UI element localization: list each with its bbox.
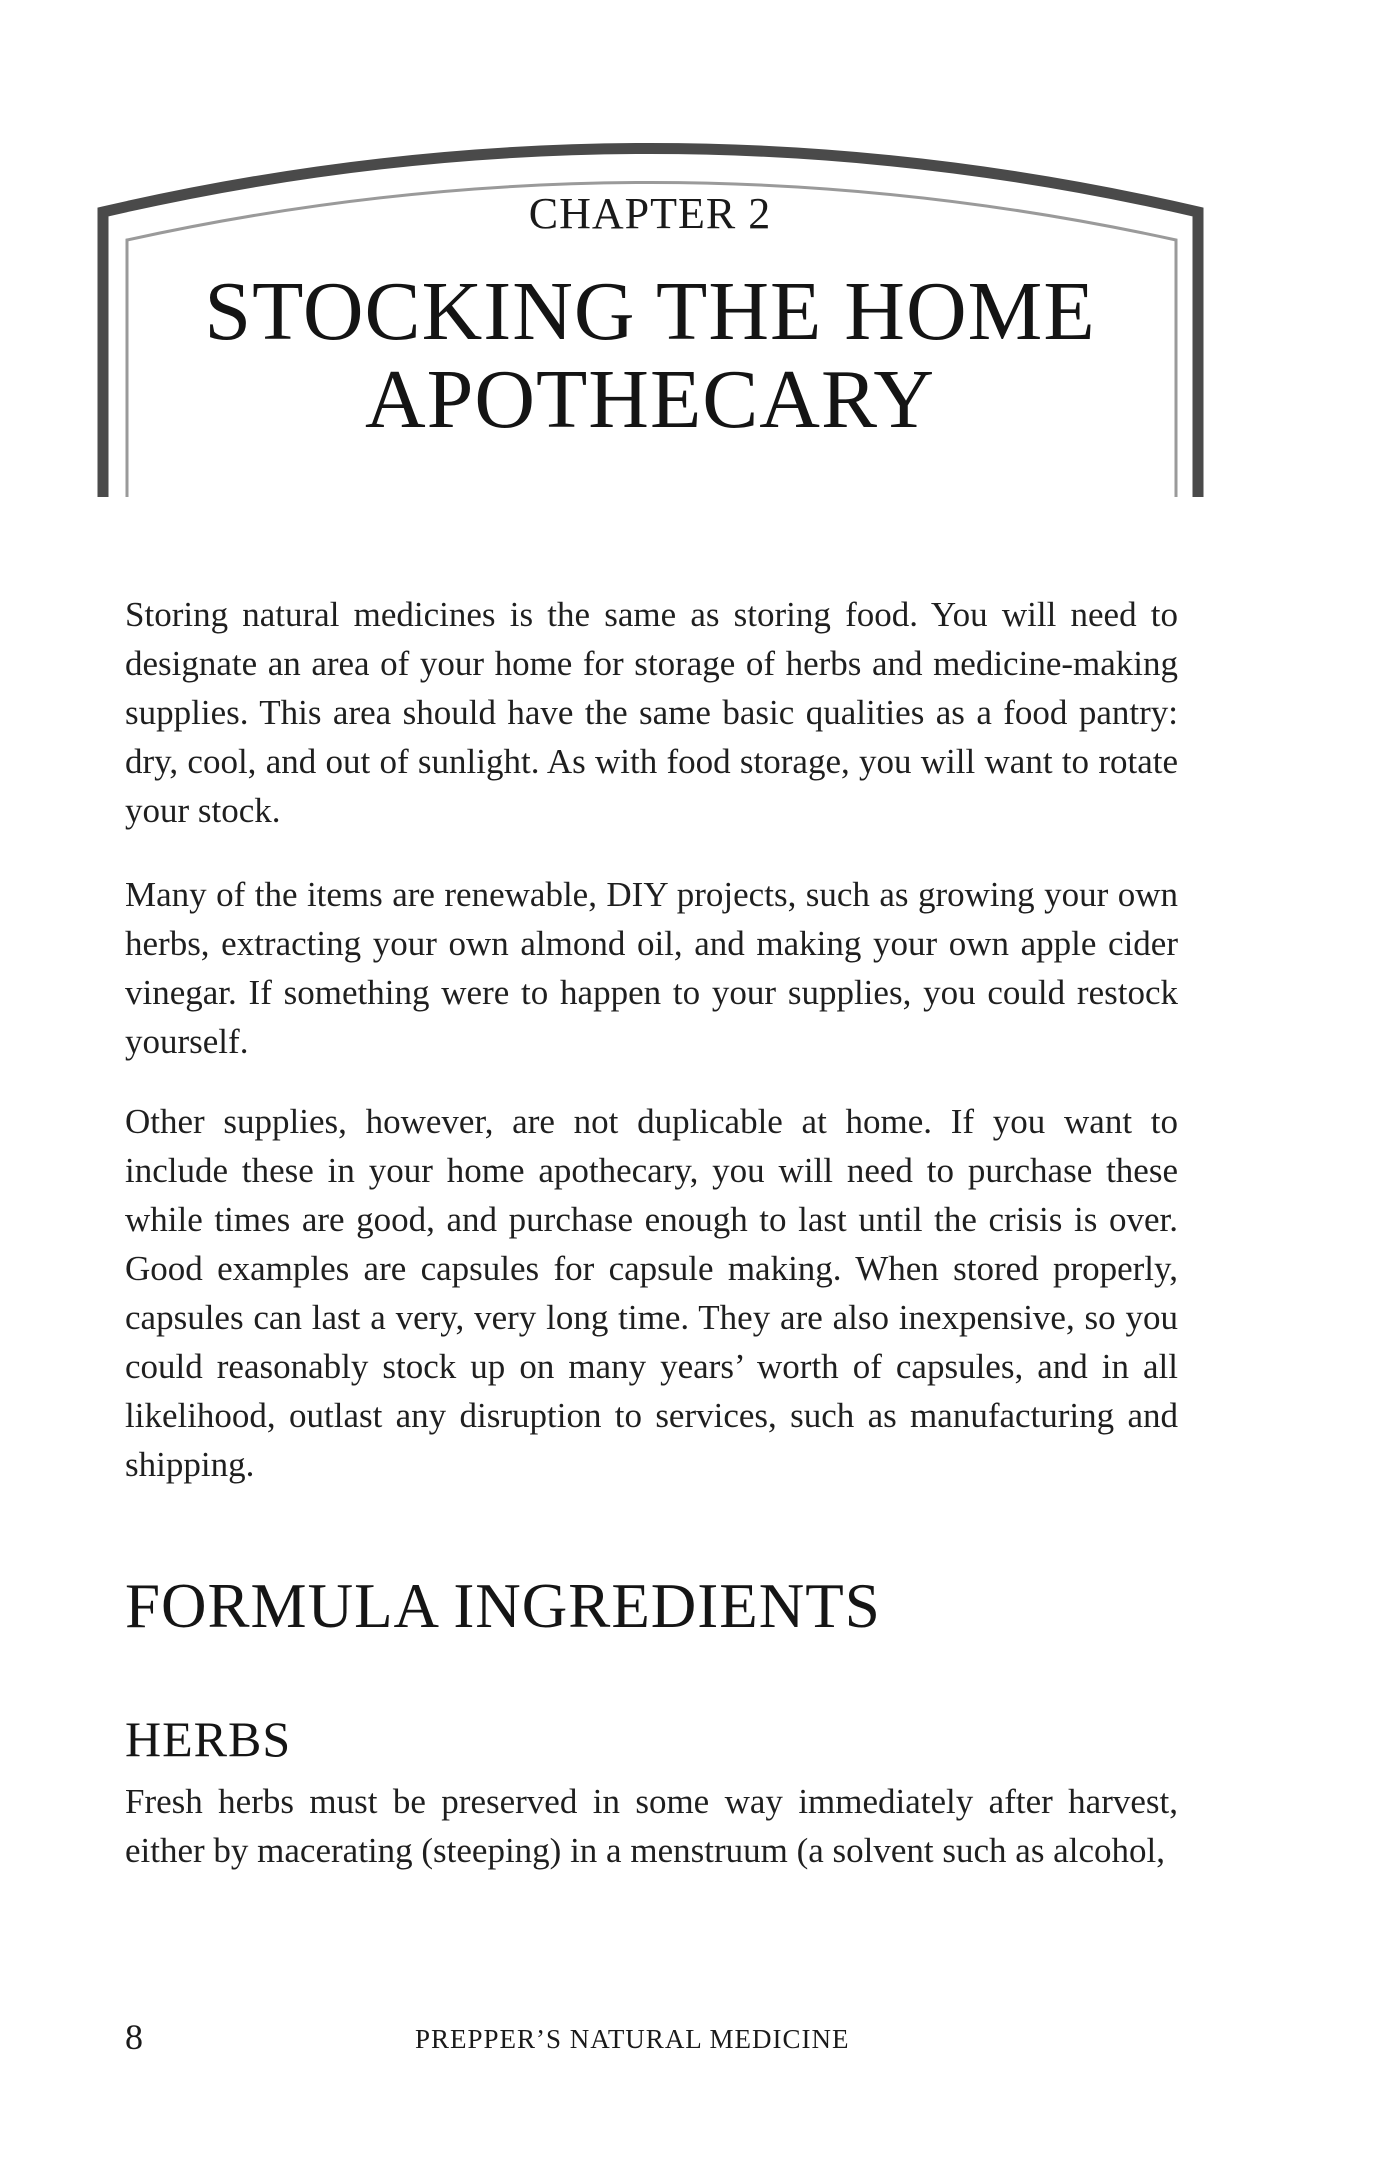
body-paragraph-herbs: Fresh herbs must be preserved in some way immediately after harvest, either by macerating (steeping) in a menstruum (a solvent such as alcohol, — [125, 1782, 1178, 1870]
subsection-heading: HERBS — [125, 1711, 292, 1767]
section-heading: FORMULA INGREDIENTS — [125, 1571, 881, 1641]
body-paragraph-supplies: Other supplies, however, are not duplicable at home. If you want to include these in your home apothecary, you will need to purchase these while times are good, and purchase enough to last until the crisis is over. Good examples are capsules for capsule making. When stored properly, capsules can last a very, very long time. They are also inexpensive, so you could reasonably stock up on many years’ worth of capsules, and in all likelihood, outlast any disruption to services, such as manufacturing and shipping. — [125, 1102, 1178, 1484]
running-footer-title: PREPPER’S NATURAL MEDICINE — [415, 2024, 850, 2054]
body-paragraph-storage: Storing natural medicines is the same as storing food. You will need to designate an area of your home for storage of herbs and medicine-making supplies. This area should have the same basic qualities as a food pantry: dry, cool, and out of sunlight. As with food storage, you will want to rotate your stock. — [125, 595, 1178, 830]
page-number: 8 — [125, 2017, 143, 2057]
chapter-title — [0, 265, 1300, 446]
chapter-title-line-1: STOCKING THE HOME — [204, 265, 1096, 358]
body-paragraph-renewable: Many of the items are renewable, DIY projects, such as growing your own herbs, extracting your own almond oil, and making your own apple cider vinegar. If something were to happen to your supplies, you could restock yourself. — [125, 875, 1178, 1061]
chapter-label: CHAPTER 2 — [528, 189, 772, 238]
chapter-title-line-2: APOTHECARY — [364, 353, 936, 446]
